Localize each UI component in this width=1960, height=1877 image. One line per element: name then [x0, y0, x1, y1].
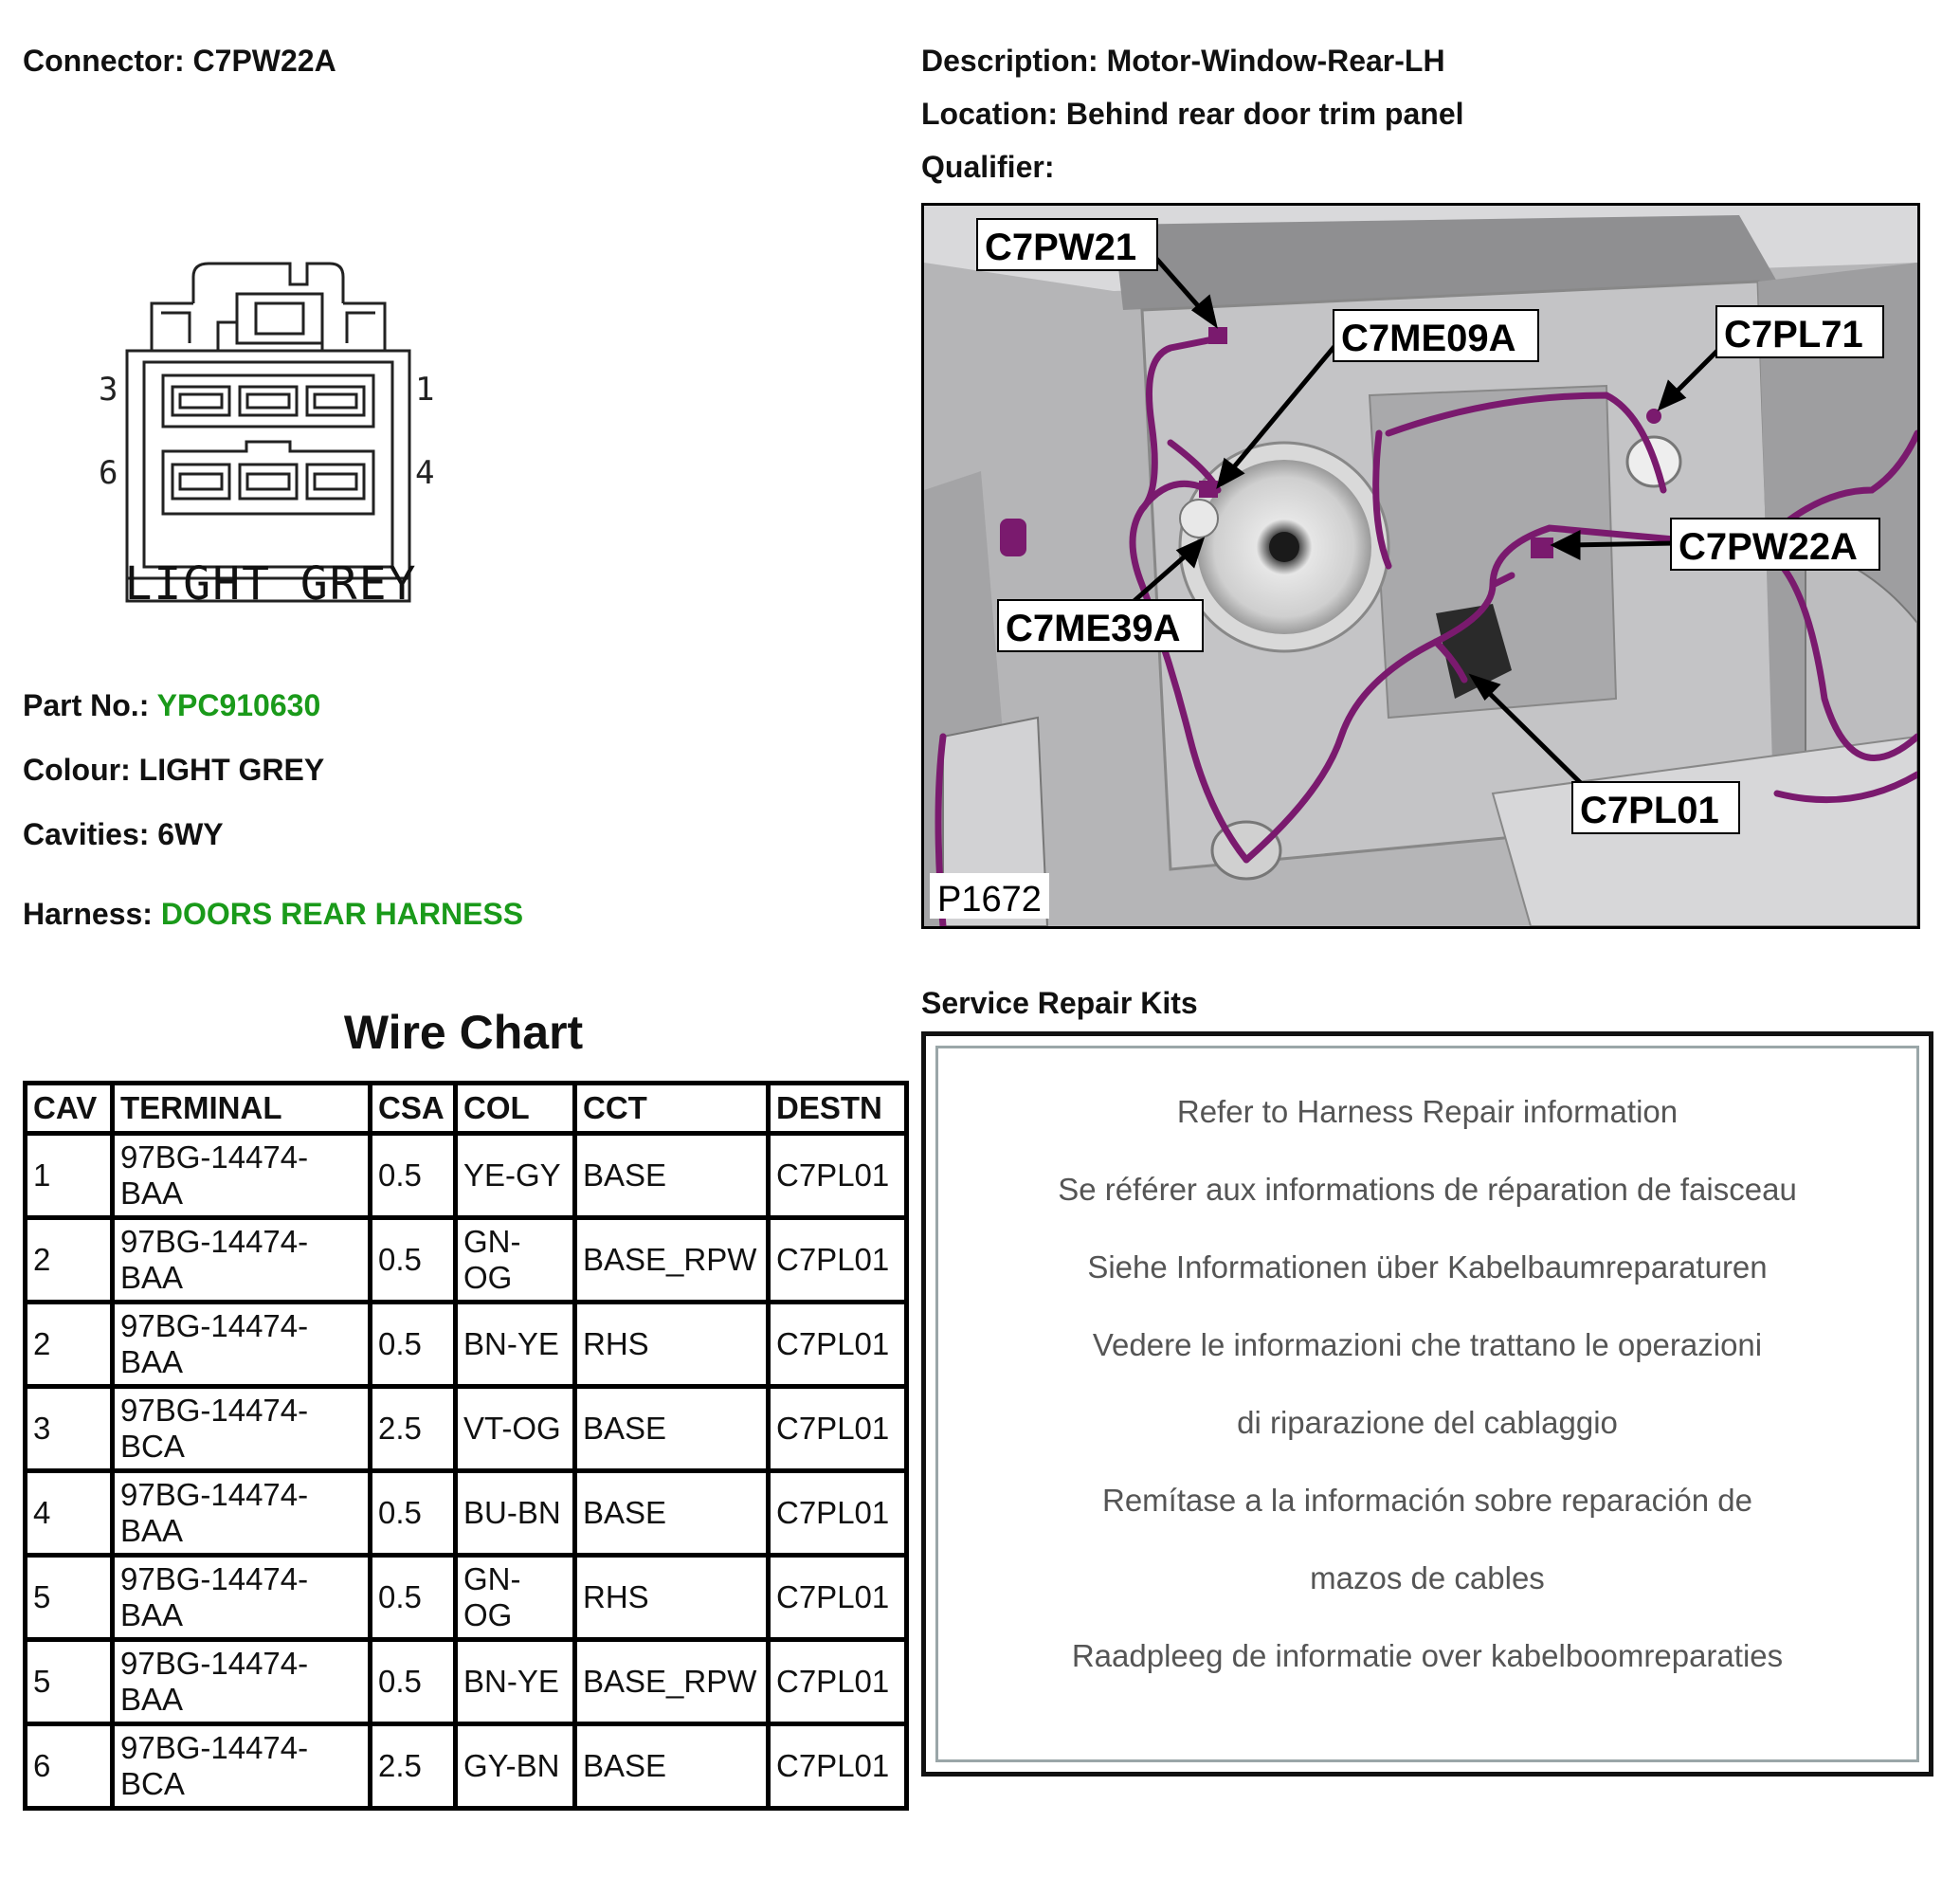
header-cav: CAV — [26, 1084, 113, 1134]
cavity-row-top — [163, 375, 373, 427]
table-row — [26, 1471, 907, 1556]
cell-destn: C7PL01 — [769, 1218, 907, 1303]
service-repair-inner — [935, 1046, 1919, 1762]
cell-col: GN-OG — [456, 1556, 575, 1640]
cell-terminal: 97BG-14474-BAA — [113, 1471, 371, 1556]
cavities-label: Cavities: — [23, 817, 150, 851]
repair-line-it-2: di riparazione del cablaggio — [1237, 1405, 1618, 1440]
cell-destn: C7PL01 — [769, 1640, 907, 1724]
cell-csa: 0.5 — [371, 1218, 456, 1303]
service-repair-title: Service Repair Kits — [921, 986, 1198, 1020]
cell-csa: 2.5 — [371, 1724, 456, 1809]
cell-col: VT-OG — [456, 1387, 575, 1471]
connector-value: C7PW22A — [192, 44, 336, 78]
callout-c7pw22a: C7PW22A — [1679, 526, 1858, 568]
cell-csa: 2.5 — [371, 1387, 456, 1471]
cell-cct: BASE_RPW — [575, 1640, 769, 1724]
harness-line — [23, 897, 523, 932]
cell-col: BU-BN — [456, 1471, 575, 1556]
cell-destn: C7PL01 — [769, 1556, 907, 1640]
cell-cav: 5 — [26, 1640, 113, 1724]
connector-colour-caption: LIGHT GREY — [124, 557, 418, 610]
pin-label-6: 6 — [99, 454, 118, 492]
header-csa: CSA — [371, 1084, 456, 1134]
part-no-line — [23, 688, 320, 723]
qualifier-line — [921, 150, 1054, 185]
cell-col: YE-GY — [456, 1134, 575, 1218]
cell-terminal: 97BG-14474-BCA — [113, 1724, 371, 1809]
description-value: Motor-Window-Rear-LH — [1106, 44, 1445, 78]
cell-cct: BASE_RPW — [575, 1218, 769, 1303]
header-cct: CCT — [575, 1084, 769, 1134]
cell-destn: C7PL01 — [769, 1303, 907, 1387]
cell-terminal: 97BG-14474-BAA — [113, 1218, 371, 1303]
cell-terminal: 97BG-14474-BAA — [113, 1556, 371, 1640]
connector-label: Connector: — [23, 44, 185, 78]
table-row — [26, 1134, 907, 1218]
description-label: Description: — [921, 44, 1098, 78]
table-row — [26, 1218, 907, 1303]
colour-line — [23, 753, 324, 788]
cell-terminal: 97BG-14474-BAA — [113, 1134, 371, 1218]
cell-destn: C7PL01 — [769, 1134, 907, 1218]
table-row — [26, 1556, 907, 1640]
table-row — [26, 1303, 907, 1387]
cell-cav: 6 — [26, 1724, 113, 1809]
table-row — [26, 1640, 907, 1724]
cell-cct: RHS — [575, 1556, 769, 1640]
location-line — [921, 97, 1464, 132]
cavities-value: 6WY — [157, 817, 224, 851]
location-photo-illustration — [924, 206, 1917, 926]
repair-line-es-1: Remítase a la información sobre reparación de — [1101, 1483, 1753, 1518]
cell-destn: C7PL01 — [769, 1471, 907, 1556]
location-photo — [921, 203, 1920, 929]
cell-csa: 0.5 — [371, 1134, 456, 1218]
repair-line-nl: Raadpleeg de informatie over kabelboomreparaties — [1071, 1638, 1784, 1673]
cell-col: GN-OG — [456, 1218, 575, 1303]
part-no-label: Part No.: — [23, 688, 150, 722]
wire-chart-title: Wire Chart — [343, 1006, 584, 1059]
cell-cct: BASE — [575, 1724, 769, 1809]
connector-heading — [23, 44, 336, 79]
figure-id: P1672 — [937, 880, 1042, 920]
cell-cav: 2 — [26, 1218, 113, 1303]
callout-c7pl71: C7PL71 — [1724, 314, 1863, 355]
cavities-line — [23, 817, 224, 852]
pin-label-1: 1 — [415, 371, 435, 409]
pin-label-3: 3 — [99, 371, 118, 409]
callout-c7me39a: C7ME39A — [1006, 608, 1181, 649]
cell-cav: 3 — [26, 1387, 113, 1471]
cell-csa: 0.5 — [371, 1640, 456, 1724]
repair-line-en: Refer to Harness Repair information — [1176, 1094, 1679, 1129]
location-value: Behind rear door trim panel — [1065, 97, 1464, 131]
repair-line-de: Siehe Informationen über Kabelbaumreparaturen — [1087, 1249, 1768, 1285]
wire-chart-header-row — [26, 1084, 907, 1134]
header-terminal: TERMINAL — [113, 1084, 371, 1134]
cell-destn: C7PL01 — [769, 1387, 907, 1471]
cell-terminal: 97BG-14474-BAA — [113, 1640, 371, 1724]
callout-c7me09a: C7ME09A — [1341, 318, 1516, 359]
callout-c7pw21: C7PW21 — [985, 227, 1137, 268]
cell-terminal: 97BG-14474-BCA — [113, 1387, 371, 1471]
qualifier-label: Qualifier: — [921, 150, 1055, 184]
cell-col: GY-BN — [456, 1724, 575, 1809]
description-line — [921, 44, 1445, 79]
cell-csa: 0.5 — [371, 1556, 456, 1640]
cell-cct: BASE — [575, 1387, 769, 1471]
header-col: COL — [456, 1084, 575, 1134]
callout-c7pl01: C7PL01 — [1580, 790, 1719, 831]
cell-col: BN-YE — [456, 1640, 575, 1724]
header-destn: DESTN — [769, 1084, 907, 1134]
table-row — [26, 1724, 907, 1809]
colour-label: Colour: — [23, 753, 131, 787]
table-row — [26, 1387, 907, 1471]
part-no-link[interactable]: YPC910630 — [156, 688, 321, 722]
cell-csa: 0.5 — [371, 1303, 456, 1387]
cell-col: BN-YE — [456, 1303, 575, 1387]
service-repair-box — [921, 1031, 1933, 1777]
cell-cct: BASE — [575, 1471, 769, 1556]
location-label: Location: — [921, 97, 1058, 131]
cell-cct: RHS — [575, 1303, 769, 1387]
cell-cav: 4 — [26, 1471, 113, 1556]
colour-value: LIGHT GREY — [138, 753, 325, 787]
cell-cav: 1 — [26, 1134, 113, 1218]
cell-csa: 0.5 — [371, 1471, 456, 1556]
cell-terminal: 97BG-14474-BAA — [113, 1303, 371, 1387]
wire-chart-table — [23, 1081, 909, 1811]
cell-cct: BASE — [575, 1134, 769, 1218]
repair-line-fr: Se référer aux informations de réparation de faisceau — [1058, 1172, 1797, 1207]
harness-link[interactable]: DOORS REAR HARNESS — [160, 897, 524, 931]
cell-destn: C7PL01 — [769, 1724, 907, 1809]
cavity-row-bottom — [163, 442, 373, 514]
repair-line-es-2: mazos de cables — [1310, 1560, 1545, 1595]
pin-label-4: 4 — [415, 454, 435, 492]
cell-cav: 5 — [26, 1556, 113, 1640]
cell-cav: 2 — [26, 1303, 113, 1387]
repair-line-it-1: Vedere le informazioni che trattano le operazioni — [1092, 1327, 1763, 1362]
harness-label: Harness: — [23, 897, 153, 931]
